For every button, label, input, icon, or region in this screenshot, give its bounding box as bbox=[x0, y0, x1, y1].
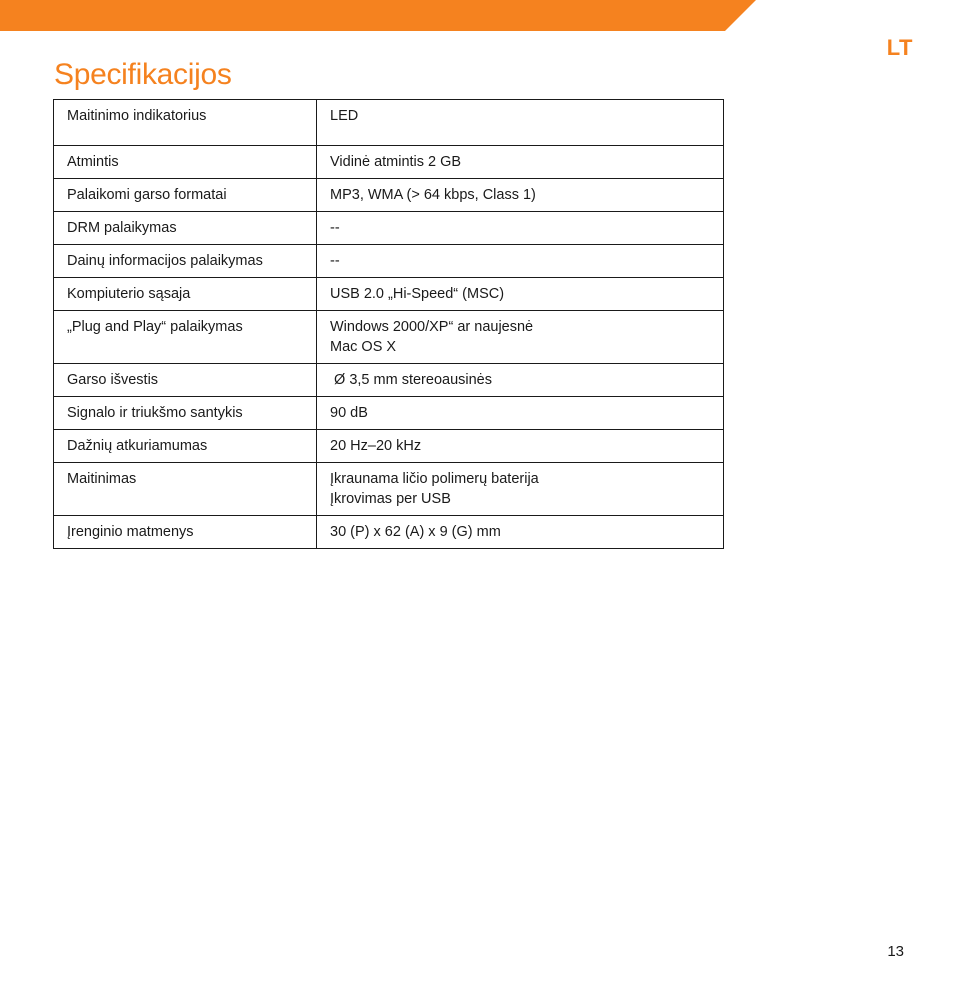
spec-value bbox=[317, 146, 724, 179]
spec-label: Įrenginio matmenys bbox=[54, 516, 317, 549]
spec-value-line: 20 Hz–20 kHz bbox=[330, 438, 422, 454]
spec-value-line: USB 2.0 „Hi-Speed“ (MSC) bbox=[330, 286, 505, 302]
table-row bbox=[54, 430, 724, 463]
table-row bbox=[54, 245, 724, 278]
spec-label: Maitinimas bbox=[54, 463, 317, 516]
spec-value-line: Įkrovimas per USB bbox=[330, 491, 451, 507]
spec-value bbox=[317, 311, 724, 364]
table-row bbox=[54, 311, 724, 364]
spec-label: Dainų informacijos palaikymas bbox=[54, 245, 317, 278]
header-accent-shape bbox=[0, 0, 756, 31]
table-row bbox=[54, 179, 724, 212]
spec-value bbox=[317, 179, 724, 212]
spec-value-line: -- bbox=[330, 220, 340, 236]
table-row bbox=[54, 397, 724, 430]
table-row bbox=[54, 212, 724, 245]
table-row bbox=[54, 278, 724, 311]
spec-value-line: -- bbox=[330, 253, 340, 269]
spec-value-line: Vidinė atmintis 2 GB bbox=[330, 154, 462, 170]
spec-label: Garso išvestis bbox=[54, 364, 317, 397]
spec-value-line: MP3, WMA (> 64 kbps, Class 1) bbox=[330, 187, 536, 203]
spec-value bbox=[317, 278, 724, 311]
spec-value bbox=[317, 100, 724, 146]
spec-value bbox=[317, 463, 724, 516]
table-row bbox=[54, 463, 724, 516]
spec-label: DRM palaikymas bbox=[54, 212, 317, 245]
spec-value-line: Windows 2000/XP“ ar naujesnė bbox=[330, 319, 534, 335]
spec-value bbox=[317, 212, 724, 245]
spec-label: Maitinimo indikatorius bbox=[54, 100, 317, 146]
spec-value bbox=[317, 516, 724, 549]
table-row bbox=[54, 146, 724, 179]
spec-value bbox=[317, 364, 724, 397]
spec-value-line: Ø 3,5 mm stereoausinės bbox=[330, 372, 492, 388]
spec-label: „Plug and Play“ palaikymas bbox=[54, 311, 317, 364]
spec-value-line: 90 dB bbox=[330, 405, 368, 421]
page-title: Specifikacijos bbox=[54, 58, 232, 91]
spec-label: Palaikomi garso formatai bbox=[54, 179, 317, 212]
spec-value bbox=[317, 397, 724, 430]
specifications-table bbox=[53, 99, 724, 549]
spec-value-line: LED bbox=[330, 108, 359, 124]
spec-label: Dažnių atkuriamumas bbox=[54, 430, 317, 463]
spec-value-line: Įkraunama ličio polimerų baterija bbox=[330, 471, 539, 487]
spec-label: Signalo ir triukšmo santykis bbox=[54, 397, 317, 430]
spec-label: Atmintis bbox=[54, 146, 317, 179]
spec-label: Kompiuterio sąsaja bbox=[54, 278, 317, 311]
page-number: 13 bbox=[887, 943, 904, 960]
spec-value-line: 30 (P) x 62 (A) x 9 (G) mm bbox=[330, 524, 501, 540]
spec-value bbox=[317, 430, 724, 463]
spec-value-line: Mac OS X bbox=[330, 339, 397, 355]
table-row bbox=[54, 516, 724, 549]
header-accent-bar bbox=[0, 0, 954, 32]
language-code-badge: LT bbox=[886, 35, 913, 60]
table-row bbox=[54, 100, 724, 146]
spec-value bbox=[317, 245, 724, 278]
table-row bbox=[54, 364, 724, 397]
